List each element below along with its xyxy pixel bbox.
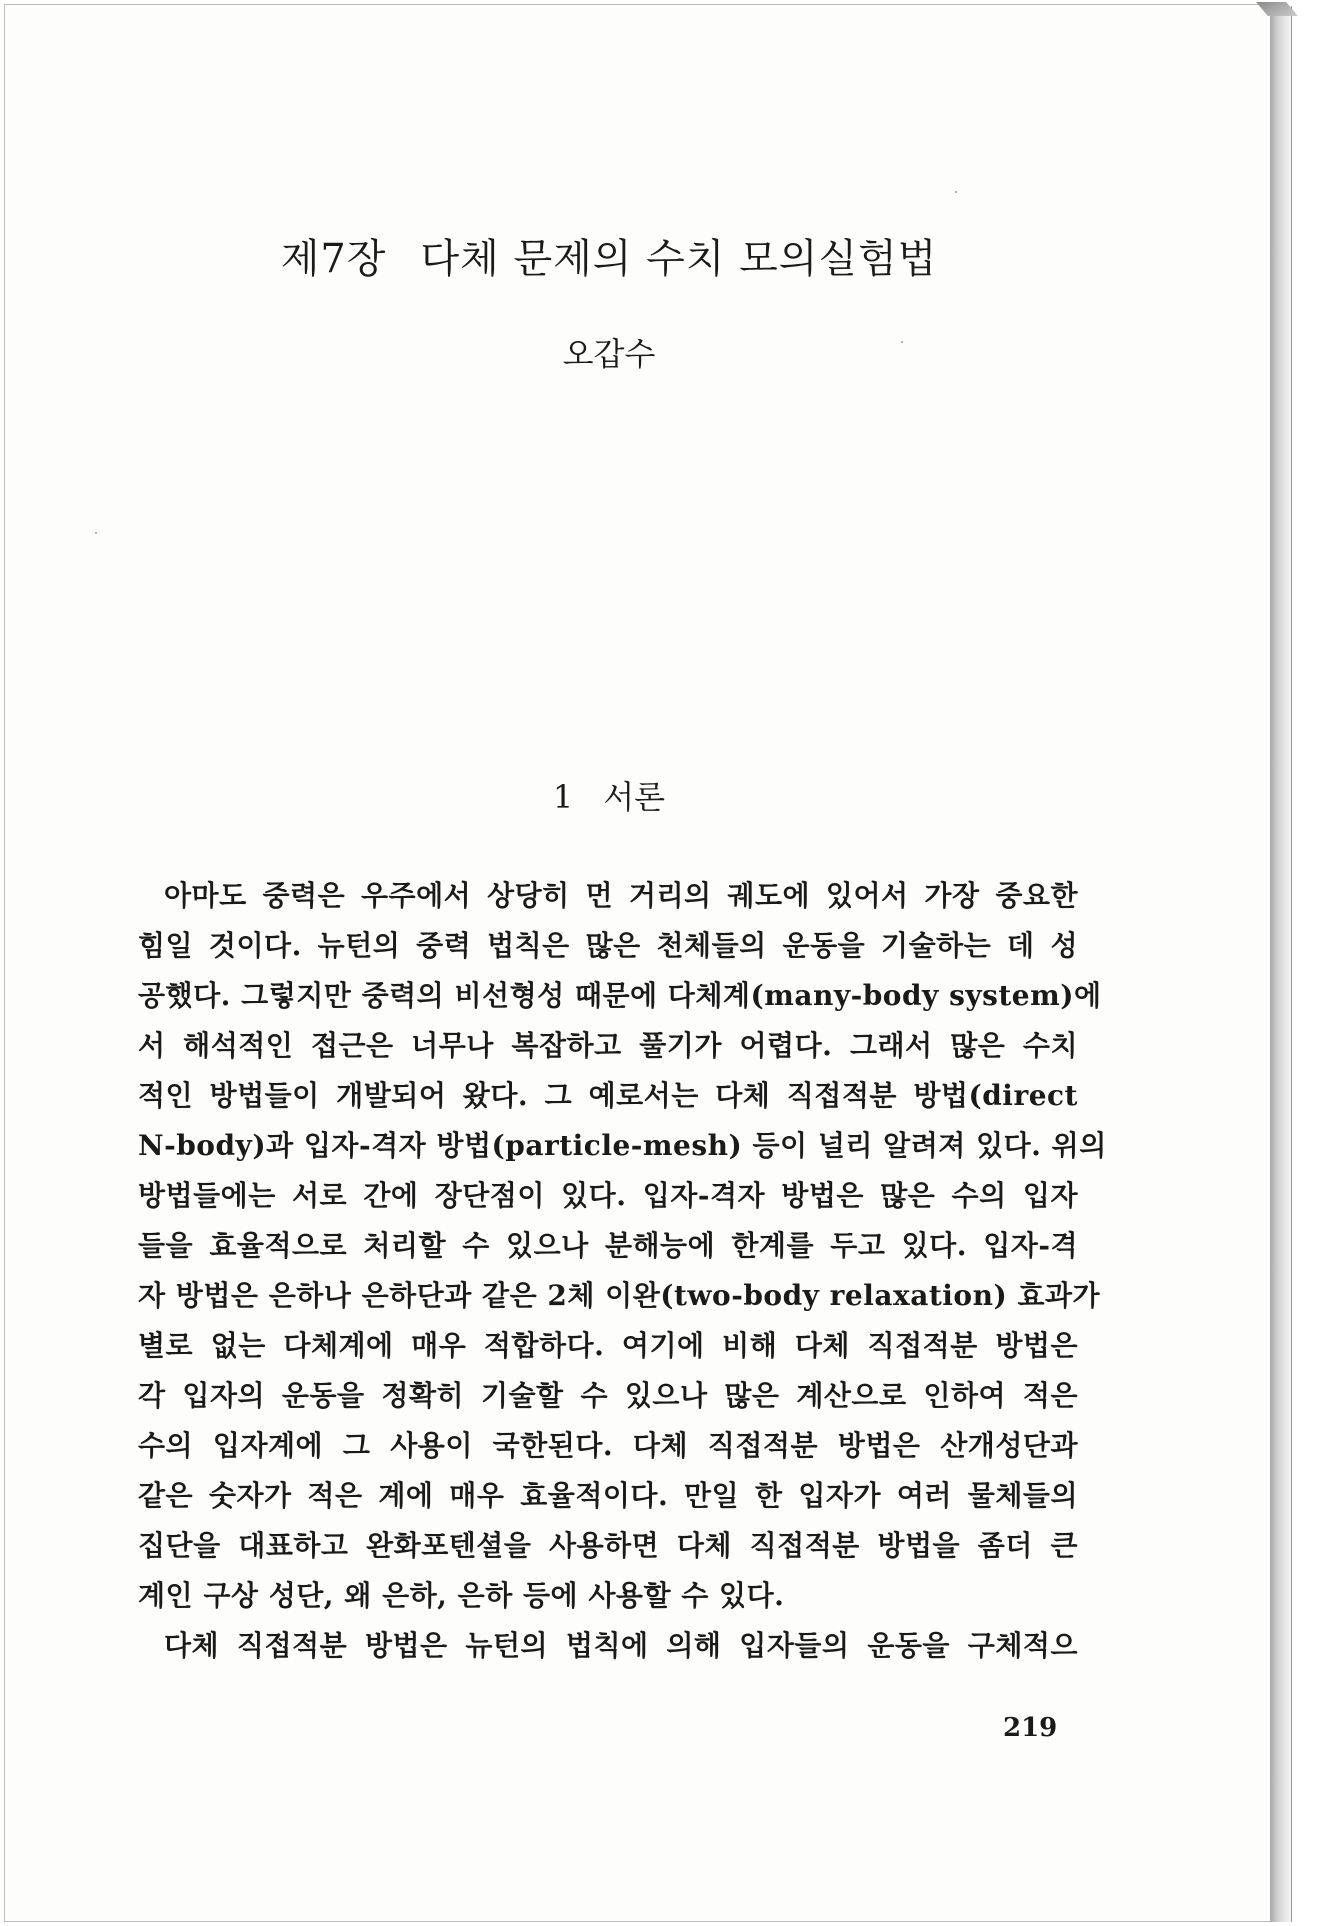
paragraph-line: 각 입자의 운동을 정확히 기술할 수 있으나 많은 계산으로 인하여 적은 — [138, 1379, 1078, 1412]
paragraph-line: 수의 입자계에 그 사용이 국한된다. 다체 직접적분 방법은 산개성단과 — [138, 1429, 1078, 1462]
author-name: 오갑수 — [562, 335, 656, 373]
paragraph-line: 다체 직접적분 방법은 뉴턴의 법칙에 의해 입자들의 운동을 구체적으 — [164, 1629, 1078, 1662]
chapter-title-text: 다체 문제의 수치 모의실험법 — [420, 236, 938, 282]
section-heading — [5, 772, 1213, 818]
section-number: 1 — [552, 778, 574, 816]
paragraph-line: 별로 없는 다체계에 매우 적합하다. 여기에 비해 다체 직접적분 방법은 — [138, 1329, 1078, 1362]
page-stack-edge — [1270, 6, 1292, 1922]
scan-speck — [95, 532, 97, 534]
paragraph-line: 들을 효율적으로 처리할 수 있으나 분해능에 한계를 두고 있다. 입자-격 — [138, 1229, 1078, 1262]
paragraph-line: 자 방법은 은하나 은하단과 같은 2체 이완(two-body relaxation) 효과가 — [138, 1279, 1101, 1312]
paragraph-line: 서 해석적인 접근은 너무나 복잡하고 풀기가 어렵다. 그래서 많은 수치 — [138, 1029, 1078, 1062]
chapter-number-label: 제7장 — [280, 236, 387, 282]
body-text — [138, 871, 1107, 1671]
book-page — [4, 4, 1272, 1922]
paragraph-line: 아마도 중력은 우주에서 상당히 먼 거리의 궤도에 있어서 가장 중요한 — [164, 879, 1078, 912]
chapter-title — [5, 227, 1213, 284]
scan-speck — [955, 191, 957, 193]
paragraph-line: 방법들에는 서로 간에 장단점이 있다. 입자-격자 방법은 많은 수의 입자 — [138, 1179, 1078, 1212]
paragraph-line: 공했다. 그렇지만 중력의 비선형성 때문에 다체계(many-body system)에 — [138, 979, 1102, 1012]
paragraph-line: N-body)과 입자-격자 방법(particle-mesh) 등이 널리 알려져 있다. 위의 — [138, 1129, 1107, 1162]
paragraph-line: 적인 방법들이 개발되어 왔다. 그 예로서는 다체 직접적분 방법(direct — [138, 1079, 1078, 1112]
paragraph-line: 집단을 대표하고 완화포텐셜을 사용하면 다체 직접적분 방법을 좀더 큰 — [138, 1529, 1078, 1562]
paragraph-line: 같은 숫자가 적은 계에 매우 효율적이다. 만일 한 입자가 여러 물체들의 — [138, 1479, 1078, 1512]
section-title: 서론 — [603, 778, 666, 816]
paragraph-line: 힘일 것이다. 뉴턴의 중력 법칙은 많은 천체들의 운동을 기술하는 데 성 — [138, 929, 1078, 962]
paragraph-line: 계인 구상 성단, 왜 은하, 은하 등에 사용할 수 있다. — [138, 1579, 785, 1612]
page-number: 219 — [1003, 1713, 1058, 1743]
